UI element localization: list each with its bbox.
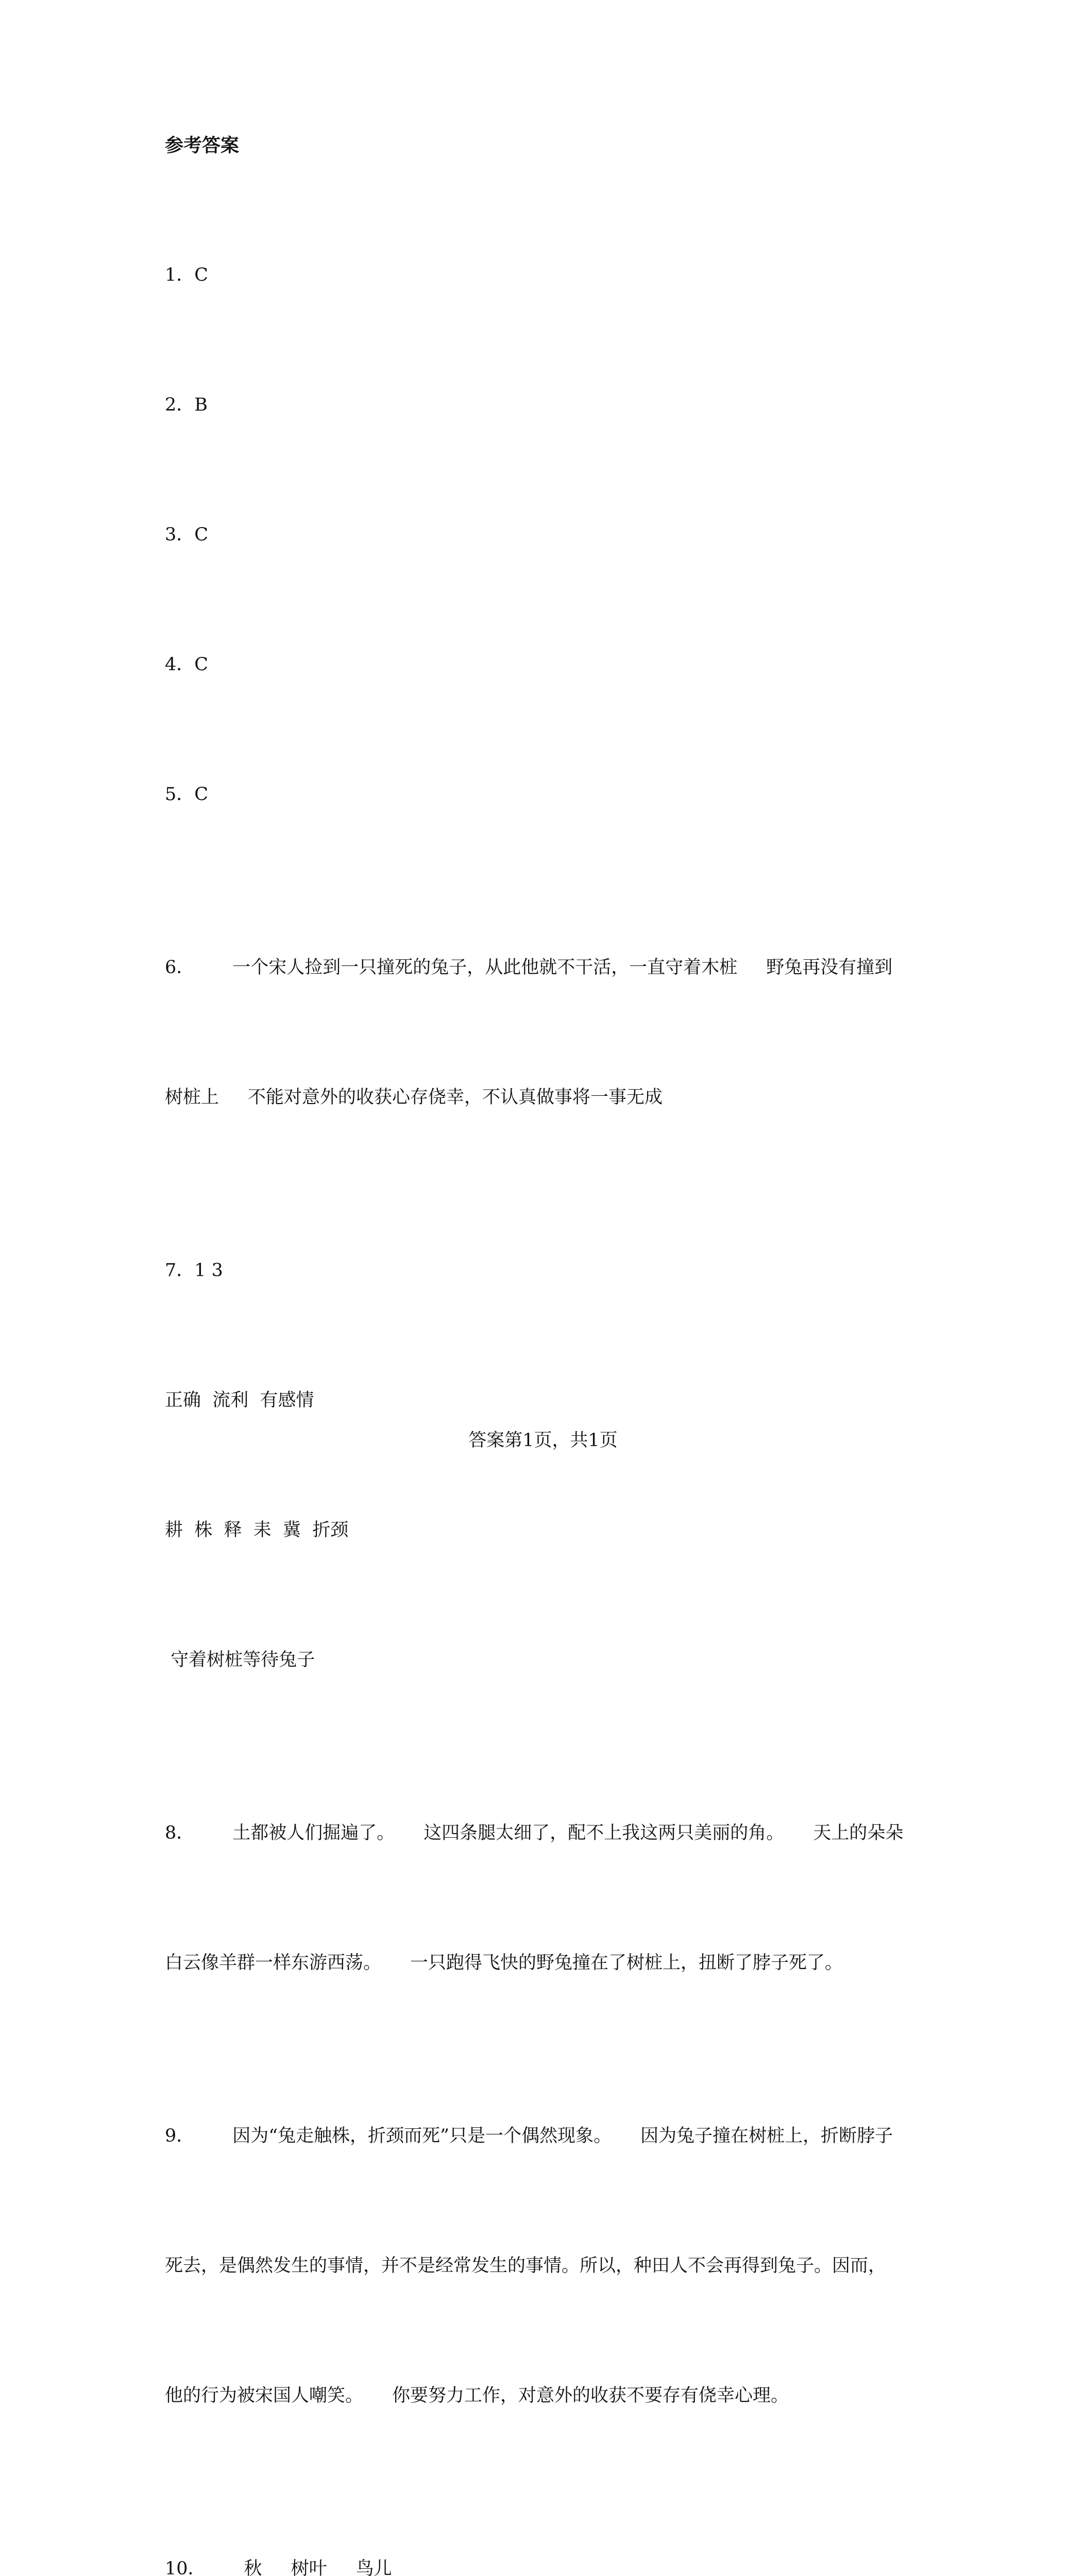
answer-9-line-3 bbox=[165, 2374, 927, 2417]
answer-6-part-4: 不能对意外的收获心存侥幸，不认真做事将一事无成 bbox=[248, 1087, 663, 1108]
answer-7-line-3: 耕 株 释 耒 冀 折颈 bbox=[165, 1520, 349, 1540]
answer-5: 5．C bbox=[165, 784, 209, 805]
answer-8-part-4: 白云像羊群一样东游西荡。 bbox=[165, 1953, 382, 1973]
answer-10-word-3: 鸟儿 bbox=[355, 2558, 392, 2576]
answer-7-line-1: 7．1 3 bbox=[165, 1260, 223, 1281]
page-title: 参考答案 bbox=[165, 134, 240, 156]
answer-9-part-4: 他的行为被宋国人嘲笑。 bbox=[165, 2385, 364, 2406]
answer-8-line-1 bbox=[165, 1811, 927, 1855]
answer-9-part-2: 因为兔子撞在树桩上，折断脖子 bbox=[640, 2126, 893, 2146]
page-footer: 答案第1页，共1页 bbox=[468, 1430, 618, 1451]
answer-8-number: 8． bbox=[165, 1823, 195, 1843]
answer-8-line-2 bbox=[165, 1941, 927, 1985]
answer-10 bbox=[165, 2547, 927, 2576]
answer-2: 2．B bbox=[165, 395, 208, 415]
answer-6-part-1: 一个宋人捡到一只撞死的兔子，从此他就不干活，一直守着木桩 bbox=[232, 957, 738, 978]
answer-9-line-1 bbox=[165, 2114, 927, 2158]
answer-6-part-3: 树桩上 bbox=[165, 1087, 219, 1108]
answer-1: 1．C bbox=[165, 265, 209, 285]
answer-6-line-2 bbox=[165, 1076, 927, 1119]
answer-content bbox=[165, 133, 927, 2576]
answer-7-line-4: 守着树桩等待兔子 bbox=[165, 1650, 315, 1670]
answer-8-part-2: 这四条腿太细了，配不上我这两只美丽的角。 bbox=[423, 1823, 785, 1843]
answer-4: 4．C bbox=[165, 654, 209, 675]
answer-8-part-5: 一只跑得飞快的野兔撞在了树桩上，扭断了脖子死了。 bbox=[410, 1953, 843, 1973]
answer-6-part-2: 野兔再没有撞到 bbox=[766, 957, 893, 978]
answer-10-word-2: 树叶 bbox=[291, 2558, 327, 2576]
answer-6-line-1 bbox=[165, 946, 927, 989]
answer-9-part-5: 你要努力工作，对意外的收获不要存有侥幸心理。 bbox=[392, 2385, 789, 2406]
answer-list bbox=[165, 167, 927, 2576]
answer-6-number: 6． bbox=[165, 957, 195, 978]
answer-9-part-1: 因为“兔走触株，折颈而死”只是一个偶然现象。 bbox=[232, 2126, 612, 2146]
answer-10-number: 10． bbox=[165, 2558, 206, 2576]
answer-10-word-1: 秋 bbox=[244, 2558, 262, 2576]
answer-8-part-3: 天上的朵朵 bbox=[813, 1823, 904, 1843]
answer-8-part-1: 土都被人们掘遍了。 bbox=[232, 1823, 395, 1843]
answer-3: 3．C bbox=[165, 524, 209, 545]
answer-9-number: 9． bbox=[165, 2126, 195, 2146]
answer-7-line-2: 正确 流利 有感情 bbox=[165, 1390, 314, 1411]
answer-9-line-2: 死去，是偶然发生的事情，并不是经常发生的事情。所以，种田人不会再得到兔子。因而， bbox=[165, 2256, 887, 2276]
